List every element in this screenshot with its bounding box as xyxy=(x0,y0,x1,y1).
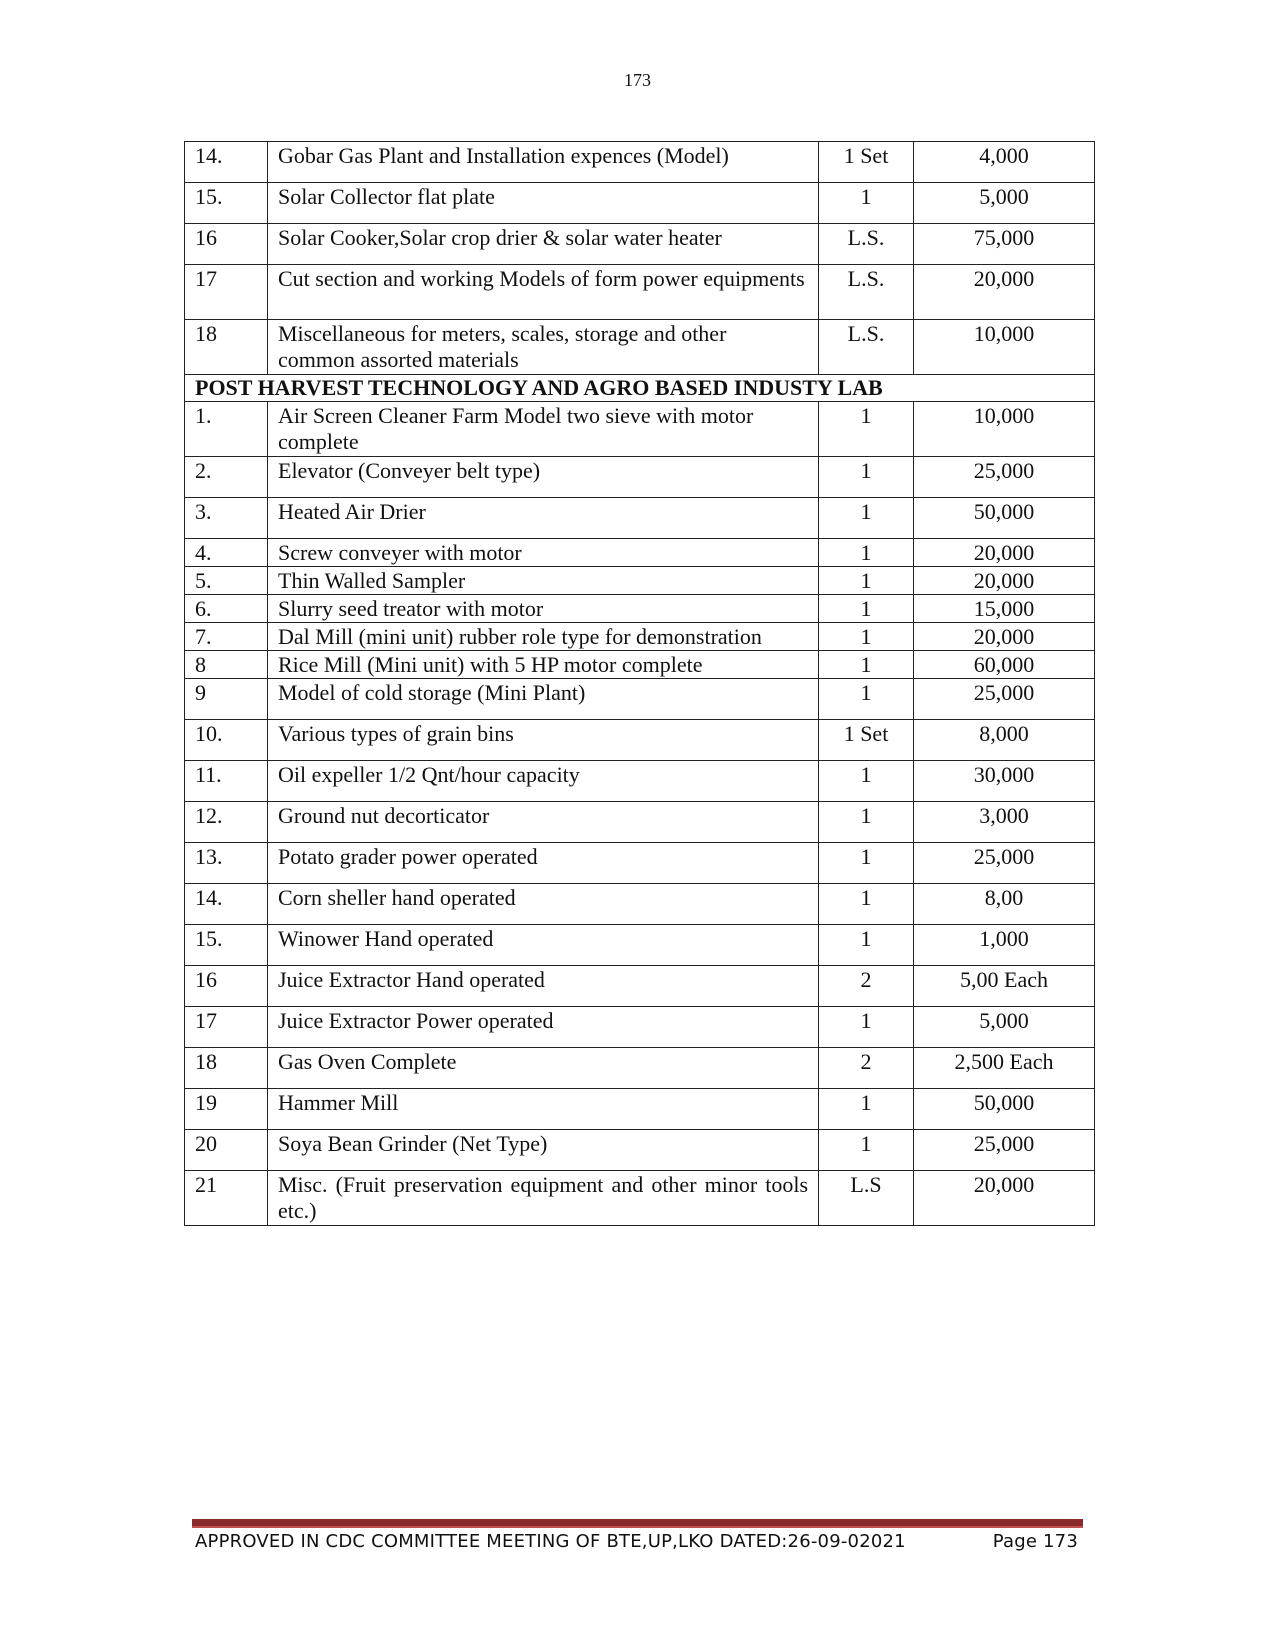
quantity-cell: 1 xyxy=(819,1007,914,1048)
quantity-cell: L.S xyxy=(819,1171,914,1226)
table-row xyxy=(185,843,1095,884)
quantity-cell: 1 xyxy=(819,651,914,679)
serial-number-cell: 19 xyxy=(185,1089,268,1130)
description-cell: Misc. (Fruit preservation equipment and other minor tools etc.) xyxy=(268,1171,819,1226)
cost-cell: 1,000 xyxy=(914,925,1095,966)
table-row xyxy=(185,265,1095,320)
cost-cell: 20,000 xyxy=(914,539,1095,567)
cost-cell: 8,00 xyxy=(914,884,1095,925)
table-row xyxy=(185,1130,1095,1171)
equipment-rows-part2 xyxy=(185,402,1095,1226)
cost-cell: 25,000 xyxy=(914,679,1095,720)
description-cell: Juice Extractor Power operated xyxy=(268,1007,819,1048)
description-cell: Rice Mill (Mini unit) with 5 HP motor complete xyxy=(268,651,819,679)
section-header-row xyxy=(185,375,1095,402)
description-cell: Cut section and working Models of form power equipments xyxy=(268,265,819,320)
quantity-cell: 1 xyxy=(819,595,914,623)
cost-cell: 20,000 xyxy=(914,567,1095,595)
quantity-cell: 1 xyxy=(819,567,914,595)
quantity-cell: 1 xyxy=(819,884,914,925)
serial-number-cell: 16 xyxy=(185,224,268,265)
quantity-cell: L.S. xyxy=(819,224,914,265)
quantity-cell: 1 Set xyxy=(819,720,914,761)
quantity-cell: 1 xyxy=(819,843,914,884)
table-row xyxy=(185,1048,1095,1089)
description-cell: Dal Mill (mini unit) rubber role type for demonstration xyxy=(268,623,819,651)
serial-number-cell: 14. xyxy=(185,884,268,925)
description-cell: Screw conveyer with motor xyxy=(268,539,819,567)
quantity-cell: 1 xyxy=(819,498,914,539)
description-cell: Soya Bean Grinder (Net Type) xyxy=(268,1130,819,1171)
description-cell: Model of cold storage (Mini Plant) xyxy=(268,679,819,720)
table-row xyxy=(185,224,1095,265)
description-cell: Elevator (Conveyer belt type) xyxy=(268,457,819,498)
serial-number-cell: 17 xyxy=(185,265,268,320)
equipment-rows-part1 xyxy=(185,142,1095,375)
serial-number-cell: 5. xyxy=(185,567,268,595)
table-row xyxy=(185,457,1095,498)
serial-number-cell: 12. xyxy=(185,802,268,843)
serial-number-cell: 7. xyxy=(185,623,268,651)
table-row xyxy=(185,1089,1095,1130)
cost-cell: 50,000 xyxy=(914,498,1095,539)
table-row xyxy=(185,567,1095,595)
cost-cell: 4,000 xyxy=(914,142,1095,183)
serial-number-cell: 18 xyxy=(185,320,268,375)
footer-rule xyxy=(192,1519,1083,1528)
description-cell: Hammer Mill xyxy=(268,1089,819,1130)
serial-number-cell: 13. xyxy=(185,843,268,884)
quantity-cell: 1 xyxy=(819,679,914,720)
table-row xyxy=(185,142,1095,183)
serial-number-cell: 17 xyxy=(185,1007,268,1048)
quantity-cell: 1 xyxy=(819,183,914,224)
cost-cell: 25,000 xyxy=(914,843,1095,884)
cost-cell: 25,000 xyxy=(914,457,1095,498)
serial-number-cell: 2. xyxy=(185,457,268,498)
table-row xyxy=(185,679,1095,720)
section-title: POST HARVEST TECHNOLOGY AND AGRO BASED INDUSTY LAB xyxy=(185,375,1095,402)
description-cell: Thin Walled Sampler xyxy=(268,567,819,595)
table-row xyxy=(185,925,1095,966)
table-row xyxy=(185,498,1095,539)
table-row xyxy=(185,651,1095,679)
quantity-cell: 2 xyxy=(819,1048,914,1089)
quantity-cell: 1 xyxy=(819,457,914,498)
serial-number-cell: 10. xyxy=(185,720,268,761)
description-cell: Slurry seed treator with motor xyxy=(268,595,819,623)
cost-cell: 20,000 xyxy=(914,623,1095,651)
description-cell: Potato grader power operated xyxy=(268,843,819,884)
description-cell: Winower Hand operated xyxy=(268,925,819,966)
serial-number-cell: 1. xyxy=(185,402,268,457)
quantity-cell: 1 xyxy=(819,539,914,567)
table-row xyxy=(185,884,1095,925)
cost-cell: 5,000 xyxy=(914,183,1095,224)
cost-cell: 75,000 xyxy=(914,224,1095,265)
cost-cell: 30,000 xyxy=(914,761,1095,802)
description-cell: Air Screen Cleaner Farm Model two sieve with motor complete xyxy=(268,402,819,457)
page-number-top: 173 xyxy=(624,70,651,90)
serial-number-cell: 9 xyxy=(185,679,268,720)
serial-number-cell: 8 xyxy=(185,651,268,679)
serial-number-cell: 6. xyxy=(185,595,268,623)
serial-number-cell: 20 xyxy=(185,1130,268,1171)
table-row xyxy=(185,402,1095,457)
description-cell: Corn sheller hand operated xyxy=(268,884,819,925)
table-row xyxy=(185,595,1095,623)
cost-cell: 5,00 Each xyxy=(914,966,1095,1007)
table-row xyxy=(185,320,1095,375)
cost-cell: 60,000 xyxy=(914,651,1095,679)
table-row xyxy=(185,761,1095,802)
quantity-cell: L.S. xyxy=(819,265,914,320)
cost-cell: 50,000 xyxy=(914,1089,1095,1130)
cost-cell: 20,000 xyxy=(914,1171,1095,1226)
description-cell: Heated Air Drier xyxy=(268,498,819,539)
quantity-cell: 1 xyxy=(819,1130,914,1171)
quantity-cell: 1 xyxy=(819,925,914,966)
serial-number-cell: 11. xyxy=(185,761,268,802)
footer-page-label: Page 173 xyxy=(992,1531,1078,1552)
serial-number-cell: 15. xyxy=(185,925,268,966)
cost-cell: 3,000 xyxy=(914,802,1095,843)
serial-number-cell: 4. xyxy=(185,539,268,567)
serial-number-cell: 21 xyxy=(185,1171,268,1226)
description-cell: Juice Extractor Hand operated xyxy=(268,966,819,1007)
description-cell: Gobar Gas Plant and Installation expences (Model) xyxy=(268,142,819,183)
quantity-cell: 1 xyxy=(819,623,914,651)
serial-number-cell: 15. xyxy=(185,183,268,224)
footer-approval-text: APPROVED IN CDC COMMITTEE MEETING OF BTE,UP,LKO DATED:26-09-02021 xyxy=(195,1531,906,1552)
quantity-cell: 1 Set xyxy=(819,142,914,183)
cost-cell: 2,500 Each xyxy=(914,1048,1095,1089)
equipment-table xyxy=(184,141,1095,1226)
description-cell: Gas Oven Complete xyxy=(268,1048,819,1089)
table-row xyxy=(185,539,1095,567)
cost-cell: 15,000 xyxy=(914,595,1095,623)
description-cell: Various types of grain bins xyxy=(268,720,819,761)
serial-number-cell: 18 xyxy=(185,1048,268,1089)
serial-number-cell: 16 xyxy=(185,966,268,1007)
table-row xyxy=(185,623,1095,651)
table-row xyxy=(185,1171,1095,1226)
quantity-cell: 1 xyxy=(819,1089,914,1130)
quantity-cell: 2 xyxy=(819,966,914,1007)
serial-number-cell: 3. xyxy=(185,498,268,539)
cost-cell: 5,000 xyxy=(914,1007,1095,1048)
cost-cell: 25,000 xyxy=(914,1130,1095,1171)
quantity-cell: 1 xyxy=(819,802,914,843)
cost-cell: 8,000 xyxy=(914,720,1095,761)
description-cell: Ground nut decorticator xyxy=(268,802,819,843)
description-cell: Solar Cooker,Solar crop drier & solar water heater xyxy=(268,224,819,265)
quantity-cell: 1 xyxy=(819,761,914,802)
cost-cell: 10,000 xyxy=(914,402,1095,457)
table-row xyxy=(185,966,1095,1007)
cost-cell: 10,000 xyxy=(914,320,1095,375)
table-row xyxy=(185,802,1095,843)
table-row xyxy=(185,720,1095,761)
cost-cell: 20,000 xyxy=(914,265,1095,320)
section-header xyxy=(185,375,1095,402)
description-cell: Miscellaneous for meters, scales, storage and other common assorted materials xyxy=(268,320,819,375)
table-row xyxy=(185,1007,1095,1048)
description-cell: Oil expeller 1/2 Qnt/hour capacity xyxy=(268,761,819,802)
quantity-cell: L.S. xyxy=(819,320,914,375)
serial-number-cell: 14. xyxy=(185,142,268,183)
table-row xyxy=(185,183,1095,224)
description-cell: Solar Collector flat plate xyxy=(268,183,819,224)
quantity-cell: 1 xyxy=(819,402,914,457)
